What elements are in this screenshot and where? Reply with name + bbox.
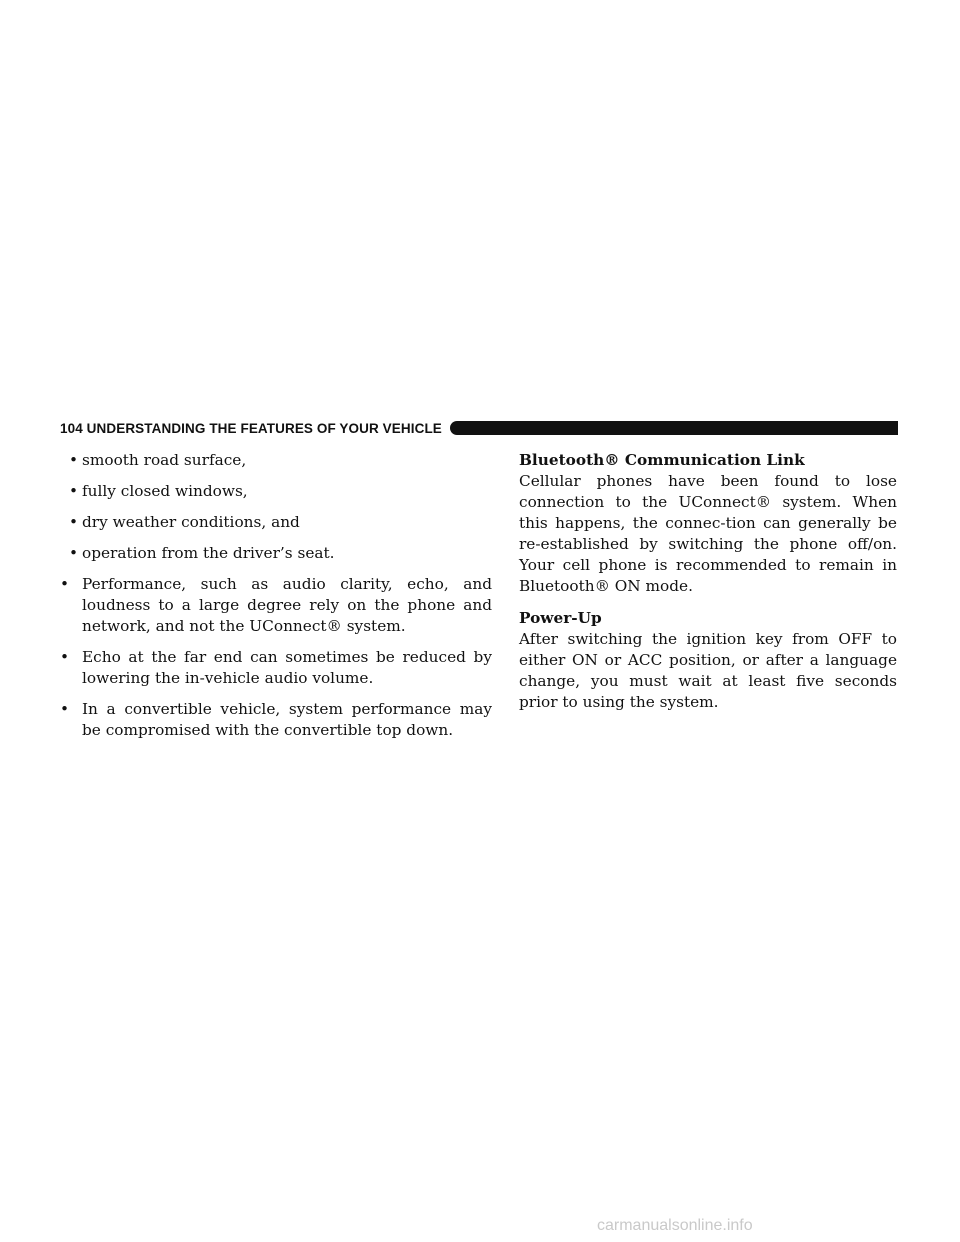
bullet-icon: • xyxy=(69,451,79,469)
header-bar xyxy=(450,421,898,435)
bullet-icon: • xyxy=(69,544,79,562)
page-header-text: 104 UNDERSTANDING THE FEATURES OF YOUR VEHICLE xyxy=(60,420,442,436)
bullet-icon: • xyxy=(60,700,70,718)
page-header xyxy=(60,418,898,438)
section-body: Cellular phones have been found to lose connection to the UConnect® system. When this happens, the connec-tion can generally be re-established by switching the phone off/on. Your cell phone is recommended to remain in Bluetooth® ON mode. xyxy=(519,472,897,595)
list-item-text: operation from the driver’s seat. xyxy=(82,544,335,562)
list-item xyxy=(60,699,492,741)
list-item-text: Echo at the far end can sometimes be reduced by lowering the in-vehicle audio volume. xyxy=(82,648,492,687)
watermark: carmanualsonline.info xyxy=(597,1217,753,1234)
list-item-text: smooth road surface, xyxy=(82,451,247,469)
bullet-list xyxy=(60,450,492,741)
list-item-text: Performance, such as audio clarity, echo, and loudness to a large degree rely on the phone and network, and not the UConnect® system. xyxy=(82,575,492,635)
list-item-text: dry weather conditions, and xyxy=(82,513,300,531)
list-item-text: In a convertible vehicle, system performance may be compromised with the convertible top down. xyxy=(82,700,492,739)
list-item-text: fully closed windows, xyxy=(82,482,248,500)
list-item xyxy=(60,647,492,689)
list-item xyxy=(60,512,492,533)
section-title: Bluetooth® Communication Link xyxy=(519,451,805,469)
bullet-icon: • xyxy=(60,575,70,593)
list-item xyxy=(60,543,492,564)
section-body: After switching the ignition key from OFF to either ON or ACC position, or after a language change, you must wait at least five seconds prior to using the system. xyxy=(519,630,897,711)
bullet-icon: • xyxy=(69,482,79,500)
section-title: Power-Up xyxy=(519,609,602,627)
left-column xyxy=(60,450,492,751)
list-item xyxy=(60,450,492,471)
list-item xyxy=(60,574,492,637)
bullet-icon: • xyxy=(60,648,70,666)
right-column xyxy=(519,450,897,713)
bullet-icon: • xyxy=(69,513,79,531)
list-item xyxy=(60,481,492,502)
